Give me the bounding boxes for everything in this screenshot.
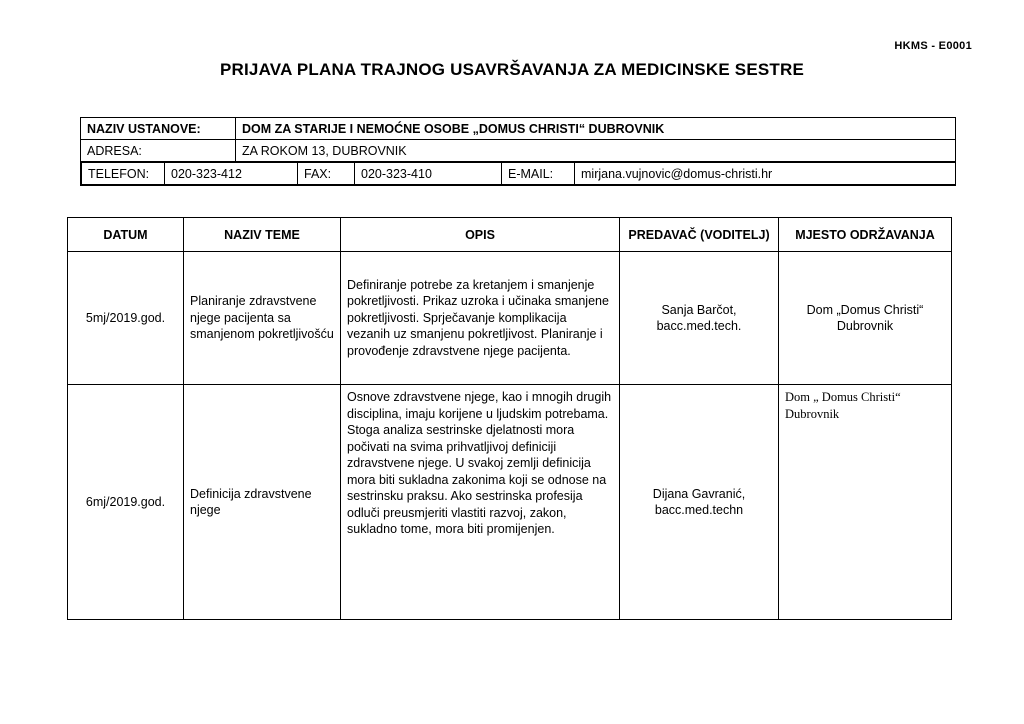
row-date: 5mj/2019.god. [68,252,184,385]
header-location: MJESTO ODRŽAVANJA [779,218,952,252]
row-lecturer: Dijana Gavranić, bacc.med.techn [620,385,779,620]
table-row [68,385,952,620]
education-plan-table [67,217,952,620]
header-date: DATUM [68,218,184,252]
institution-info-table [80,117,956,186]
institution-name-row [81,118,956,140]
row-description: Osnove zdravstvene njege, kao i mnogih drugih disciplina, imaju korijene u ljudskim potrebama. Stoga analiza sestrinske djelatnosti mora počivati na svima prihvatljivoj definiciji zdravstvene njege. U svakoj zemlji definicija mora biti sukladna zakonima koji se odnose na sestrinsku praksu. Ako sestrinska profesija odluči preusmjeriti vlastiti razvoj, zakon, sukladno tome, mora biti promijenjen. [341,385,620,620]
header-topic: NAZIV TEME [184,218,341,252]
institution-name-label: NAZIV USTANOVE: [81,118,236,140]
page-title: PRIJAVA PLANA TRAJNOG USAVRŠAVANJA ZA MEDICINSKE SESTRE [219,60,805,79]
row-topic: Planiranje zdravstvene njege pacijenta sa smanjenom pokretljivošću [184,252,341,385]
header-lecturer: PREDAVAČ (VODITELJ) [620,218,779,252]
phone-label: TELEFON: [82,163,165,185]
row-topic: Definicija zdravstvene njege [184,385,341,620]
document-code: HKMS - E0001 [894,40,972,52]
email-label: E-MAIL: [502,163,575,185]
address-row [81,140,956,162]
address-value: ZA ROKOM 13, DUBROVNIK [236,140,956,162]
contact-subtable [81,162,955,185]
row-location: Dom „ Domus Christi“ Dubrovnik [779,385,952,620]
phone-value: 020-323-412 [165,163,298,185]
table-header-row [68,218,952,252]
row-lecturer: Sanja Barčot, bacc.med.tech. [620,252,779,385]
fax-value: 020-323-410 [355,163,502,185]
institution-name-value: DOM ZA STARIJE I NEMOĆNE OSOBE „DOMUS CHRISTI“ DUBROVNIK [236,118,956,140]
header-description: OPIS [341,218,620,252]
email-value: mirjana.vujnovic@domus-christi.hr [575,163,956,185]
contact-row [81,162,956,186]
row-description: Definiranje potrebe za kretanjem i smanjenje pokretljivosti. Prikaz uzroka i učinaka smanjene pokretljivosti. Sprječavanje komplikacija vezanih uz smanjenu pokretljivost. Planiranje i provođenje zdravstvene njege pacijenta. [341,252,620,385]
row-date: 6mj/2019.god. [68,385,184,620]
row-location: Dom „Domus Christi“ Dubrovnik [779,252,952,385]
address-label: ADRESA: [81,140,236,162]
table-row [68,252,952,385]
fax-label: FAX: [298,163,355,185]
